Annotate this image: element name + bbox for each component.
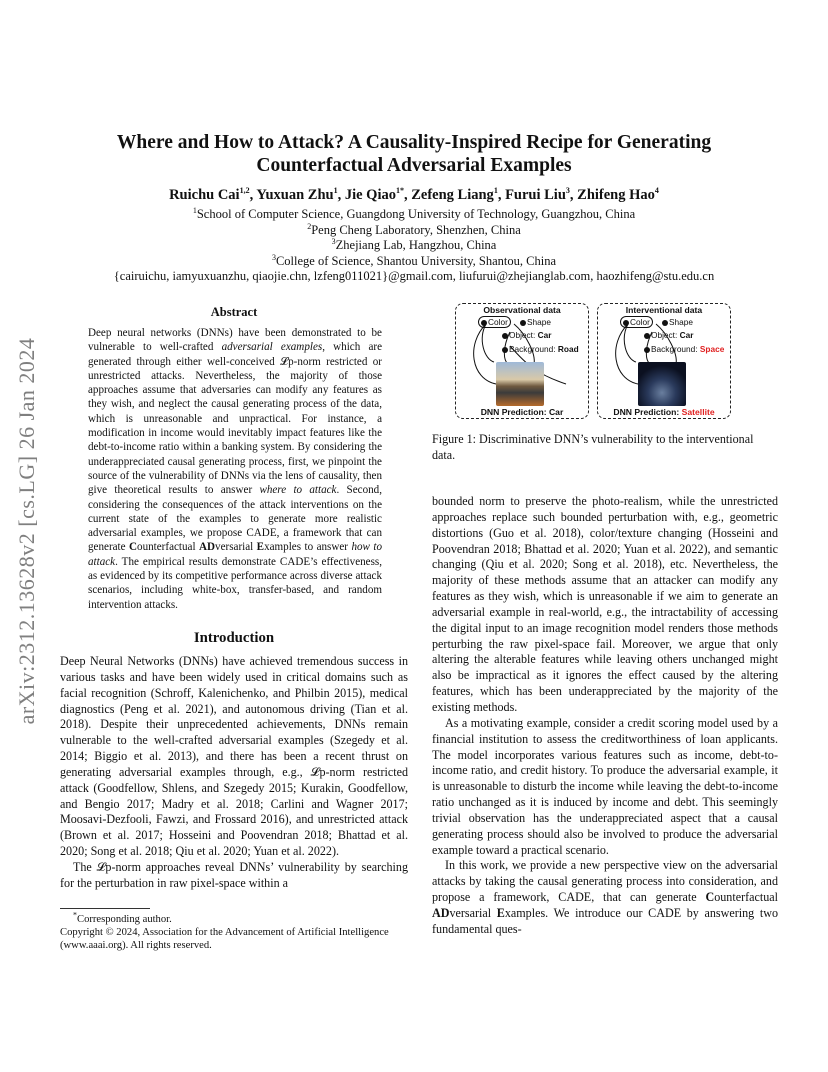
shape-node: Shape	[662, 317, 693, 327]
author: Zhifeng Hao$^4$	[577, 186, 659, 203]
affiliations	[60, 207, 768, 285]
introduction-right-column	[432, 494, 778, 938]
shape-node: Shape	[520, 317, 551, 327]
paragraph: As a motivating example, consider a credit scoring model used by a financial institution to assess the creditworthiness of loan applicants. The model incorporates various features such as income, debt-to-income ratio, and credit history. To produce the adversarial example, it is unreasonable to disturb the income while leaving the debt-to-income ratio unchanged as it is induced by income and debt. This seemingly trivial observation has the underappreciated aspect that a causal generating process should also be involved to produce the adversarial example toward a practical scenario.	[432, 715, 778, 857]
author: Ruichu Cai$^{1,2}$,	[169, 186, 257, 203]
paragraph: The 𝓛p-norm approaches reveal DNNs’ vulnerability by searching for the perturbation in raw pixel-space within a	[60, 859, 408, 890]
car-on-road-photo	[496, 362, 544, 406]
figure-1	[455, 303, 735, 421]
prediction-label: DNN Prediction: Car	[480, 407, 564, 417]
figure-caption: Figure 1: Discriminative DNN’s vulnerability to the interventional data.	[432, 432, 754, 462]
car-in-space-photo	[638, 362, 686, 406]
title-line-2: Counterfactual Adversarial Examples	[256, 155, 572, 176]
footnote: *Corresponding author. Copyright © 2024, Association for the Advancement of Artificial Intelligence (www.aaai.org). All rights reserved.	[60, 910, 389, 951]
prediction-label: DNN Prediction: Satellite	[613, 407, 715, 417]
object-node: Object: Car	[502, 330, 551, 340]
affiliation: $^1$School of Computer Science, Guangdong University of Technology, Guangzhou, China	[192, 205, 636, 221]
footnote-rule	[60, 908, 150, 909]
author: Furui Liu$^3$,	[505, 186, 578, 203]
arxiv-identifier: arXiv:2312.13628v2 [cs.LG] 26 Jan 2024	[14, 337, 39, 725]
introduction-left-column	[60, 654, 408, 892]
affiliation: $^3$Zhejiang Lab, Hangzhou, China	[331, 237, 497, 253]
author: Zefeng Liang$^1$,	[411, 186, 506, 203]
paragraph: bounded norm to preserve the photo-realism, while the unrestricted approaches replace such bounded perturbation with, e.g., geometric distortions (Guo et al. 2018), color/texture changing (Hosseini and Poovendran 2018; Bhattad et al. 2020; Yuan et al. 2022), and semantic changing (Qiu et al. 2020; Song et al. 2018), etc. Nevertheless, the majority of these methods assume that an attacker can modify any features as they wish, which is unreasonable if we aim to generate an adversarial example in real-world, e.g., the intractability of accessing the digital input to an image recognition model renders those methods perturbing the raw pixel-space fail. Moreover, we argue that only altering the alterable features while leaving others unchanged might also be impractical as it ignores the effect caused by the altering features, which has been underappreciated by the majority of the existing methods.	[432, 494, 778, 714]
observational-panel: Observational data Color Shape Object: Car Background: Road DNN Prediction: Car	[455, 303, 589, 419]
introduction-heading: Introduction	[193, 630, 275, 646]
background-node: Background: Road	[502, 344, 579, 354]
paragraph: In this work, we provide a new perspective view on the adversarial attacks by taking the causal generating process into consideration, and propose a framework, CADE, that can generate Counterfactual ADversarial Examples. We introduce our CADE by answering two fundamental ques-	[432, 858, 778, 936]
author-list	[60, 187, 768, 204]
abstract-body: Deep neural networks (DNNs) have been demonstrated to be vulnerable to well-crafted adversarial examples, which are generated through either well-conceived 𝓛p-norm restricted or unrestricted attacks. Nevertheless, the majority of those approaches assume that adversaries can modify any features as they wish, and neglect the causal generating process of the data, which is unreasonable and unpractical. For instance, a modification in income would inevitably impact features like the debt-to-income ratio within a banking system. By considering the underappreciated causal generating process, first, we pinpoint the source of the vulnerability of DNNs via the lens of causality, then give theoretical results to answer where to attack. Second, considering the consequences of the attack interventions on the current state of the examples to generate more realistic adversarial examples, we propose CADE, a framework that can generate Counterfactual ADversarial Examples to answer how to attack. The empirical results demonstrate CADE’s effectiveness, as evidenced by its competitive performance across diverse attack scenarios, including white-box, transfer-based, and random intervention attacks.	[88, 327, 383, 611]
interventional-panel: Interventional data Color Shape Object: Car Background: Space DNN Prediction: Satellite	[597, 303, 731, 419]
email-list: {cairuichu, iamyuxuanzhu, qiaojie.chn, lzfeng011021}@gmail.com, liufurui@zhejianglab.com, haozhifeng@stu.edu.cn	[113, 269, 715, 284]
affiliation: $^3$College of Science, Shantou University, Shantou, China	[271, 252, 557, 268]
color-node: Color	[478, 317, 511, 327]
affiliation: $^2$Peng Cheng Laboratory, Shenzhen, China	[307, 221, 521, 237]
author: Jie Qiao$^{1*}$,	[344, 186, 412, 203]
object-node: Object: Car	[644, 330, 693, 340]
color-node: Color	[620, 317, 653, 327]
paragraph: Deep Neural Networks (DNNs) have achieved tremendous success in various tasks and have been widely used in critical domains such as facial recognition (Schroff, Kalenichenko, and Philbin 2015), medical diagnostics (Peng et al. 2021), and autonomous driving (Tian et al. 2018). Despite their unprecedented achievements, DNNs remain vulnerable to the well-crafted adversarial examples (Szegedy et al. 2014; Biggio et al. 2013), and there has been a recent thrust on generating adversarial examples through, e.g., 𝓛p-norm restricted attack (Goodfellow, Shlens, and Szegedy 2015; Kurakin, Goodfellow, and Bengio 2017; Madry et al. 2018; Carlini and Wagner 2017; Moosavi-Dezfooli, Fawzi, and Frossard 2016), and unrestricted attack (Brown et al. 2017; Hosseini and Poovendran 2018; Bhattad et al. 2020; Song et al. 2018; Qiu et al. 2020; Yuan et al. 2022).	[60, 654, 408, 859]
author: Yuxuan Zhu$^1$,	[256, 186, 345, 203]
abstract-heading: Abstract	[210, 305, 258, 319]
background-node: Background: Space	[644, 344, 724, 354]
title-line-1: Where and How to Attack? A Causality-Inspired Recipe for Generating	[116, 132, 712, 153]
paper-title	[60, 131, 768, 177]
